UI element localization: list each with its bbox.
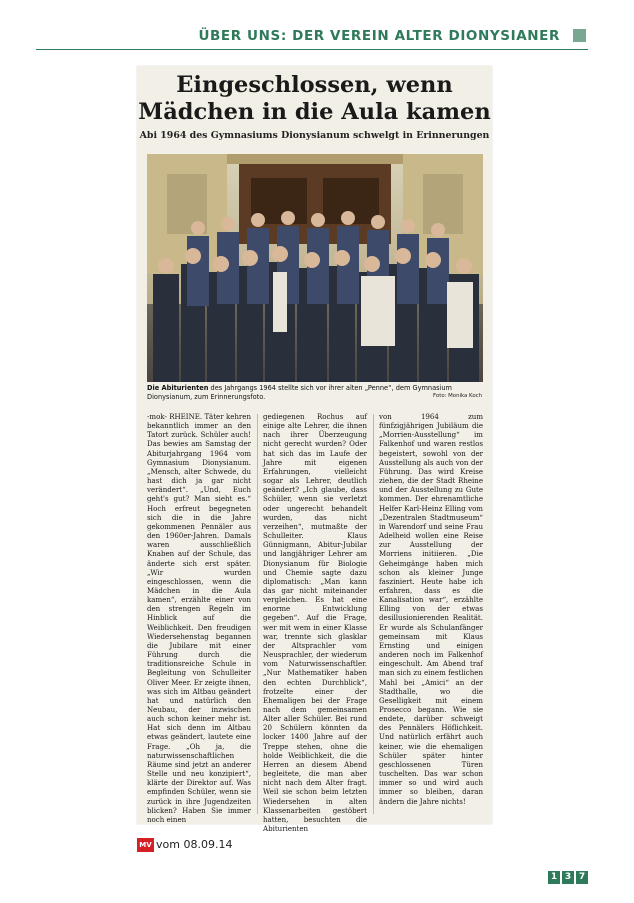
article-column-3	[379, 412, 483, 806]
headline-line-1: Eingeschlossen, wenn	[176, 72, 453, 98]
page-number-digit: 1	[548, 871, 560, 884]
publication-date: vom 08.09.14	[156, 838, 233, 851]
column-1-text: -mok- RHEINE. Täter kehren bekanntlich immer an den Tatort zurück. Schüler auch! Das bewies am Samstag der Abiturjahrgang 1964 vom Gymnasium Dionysianum. „Mensch, alter Schwede, du hast dich ja gar nicht verändert“. „Und, Euch geht's gut? Man sieht es.“ Hoch erfreut begegneten sich die in die Jahre gekommenen Pennäler aus den 1960er-Jahren. Damals waren ausschließlich Knaben auf der Schule, das änderte sich erst später. „Wir wurden eingeschlossen, wenn die Mädchen in die Aula kamen“, erzählte einer von den strengen Regeln im Hinblick auf die Weiblichkeit. Den freudigen Wiedersehenstag begannen die Jubilare mit einer Führung durch die traditionsreiche Schule in Begleitung von Schulleiter Oliver Meer. Er zeigte ihnen, was sich im Altbau geändert hat und natürlich den Neubau, der inzwischen auch schon keiner mehr ist. Hat sich denn im Altbau etwas geändert, lautete eine Frage. „Oh ja, die naturwissenschaftlichen Räume sind jetzt an anderer Stelle und neu konzipiert“, klärte der Direktor auf. Was empfinden Schüler, wenn sie zurück in ihre Jugendzeiten blicken? Haben Sie immer noch einen	[147, 412, 251, 824]
section-marker-square	[573, 29, 586, 42]
article-headline	[137, 72, 492, 126]
caption-lead: Die Abiturienten	[147, 384, 209, 392]
header-divider	[36, 49, 588, 50]
photo-credit: Foto: Monika Koch	[433, 393, 482, 399]
column-2-text: gediegenen Rochus auf einige alte Lehrer, die ihnen nach ihrer Überzeugung nicht gerecht wurden? Oder hat sich das im Laufe der Jahre mit eigenen Erfahrungen, vielleicht sogar als Lehrer, deutlich geändert? „Ich glaube, dass Schüler, wenn sie verletzt oder ungerecht behandelt wurden, das nicht verzeihen“, mutmaßte der Schulleiter. Klaus Günnigmann, Abitur-Jubilar und langjähriger Lehrer am Dionysianum für Biologie und Chemie sagte dazu diplomatisch: „Man kann das gar nicht miteinander vergleichen. Es hat eine enorme Entwicklung gegeben“. Auf die Frage, wer mit wem in einer Klasse war, trennte sich glasklar der Altsprachler vom Neusprachler, der wiederum vom Naturwissenschaftler. „Nur Mathematiker haben den echten Durchblick“, frotzelte einer der Ehemaligen bei der Frage nach dem gemeinsamen Alter aller Schüler. Bei rund 20 Schülern könnten da locker 1400 Jahre auf der Treppe stehen, ohne die holde Weiblichkeit, die die Herren an diesem Abend begleitete, die man aber nicht nach dem Alter fragt. Weil sie schon beim letzten Wiedersehen in alten Klassenarbeiten gestöbert hatten, besuchten die Abiturienten	[263, 412, 367, 834]
mv-logo: MV	[137, 838, 154, 852]
article-body	[147, 412, 483, 834]
section-title: ÜBER UNS: DER VEREIN ALTER DIONYSIANER	[198, 28, 560, 44]
article-column-2	[263, 412, 367, 833]
column-3-text: von 1964 zum fünfzigjährigen Jubiläum die „Morrien-Ausstellung“ im Falkenhof und waren restlos begeistert, sowohl von der Ausstellung als auch von der Führung. Das wird Kreise ziehen, die der Stadt Rheine und der Ausstellung zu Gute kommen. Der ehrenamtliche Helfer Karl-Heinz Elling vom „Dezentralen Stadtmuseum“ in Warendorf und seine Frau Adelheid wollen eine Reise zur Ausstellung der Morriens initiieren. „Die Geheimgänge haben mich schon als kleiner Junge fasziniert. Heute habe ich erfahren, dass es die Kanalisation war“, erzählte Elling von der etwas desillusionierenden Realität. Er wurde als Schulanfänger gemeinsam mit Klaus Ernsting und einigen anderen noch im Falkenhof eingeschult. Am Abend traf man sich zu einem festlichen Mahl bei „Amici“ an der Stadthalle, wo die Geselligkeit mit einem Prosecco begann. Wie sie endete, darüber schweigt des Pennälers Höflichkeit. Und natürlich erfährt auch keiner, wie die ehemaligen Schüler später hinter geschlossenen Türen tuschelten. Das war schon immer so und wird auch immer so bleiben, daran ändern die Jahre nichts!	[379, 412, 483, 806]
section-header	[36, 26, 588, 48]
column-divider	[373, 414, 374, 814]
article-subheadline: Abi 1964 des Gymnasiums Dionysianum schwelgt in Erinnerungen	[139, 130, 490, 141]
headline-line-2: Mädchen in die Aula kamen	[138, 99, 491, 125]
caption-text: des Jahrgangs 1964 stellte sich vor ihrer alten „Penne“, dem Gymnasium Dionysianum, zum Erinnerungsfoto.	[147, 384, 452, 401]
page-number-digit: 7	[576, 871, 588, 884]
group-photo-image	[147, 154, 483, 382]
column-divider	[257, 414, 258, 814]
page-number-digit: 3	[562, 871, 574, 884]
article-column-1	[147, 412, 251, 824]
group-photo	[147, 154, 483, 382]
newspaper-clipping	[137, 66, 492, 834]
